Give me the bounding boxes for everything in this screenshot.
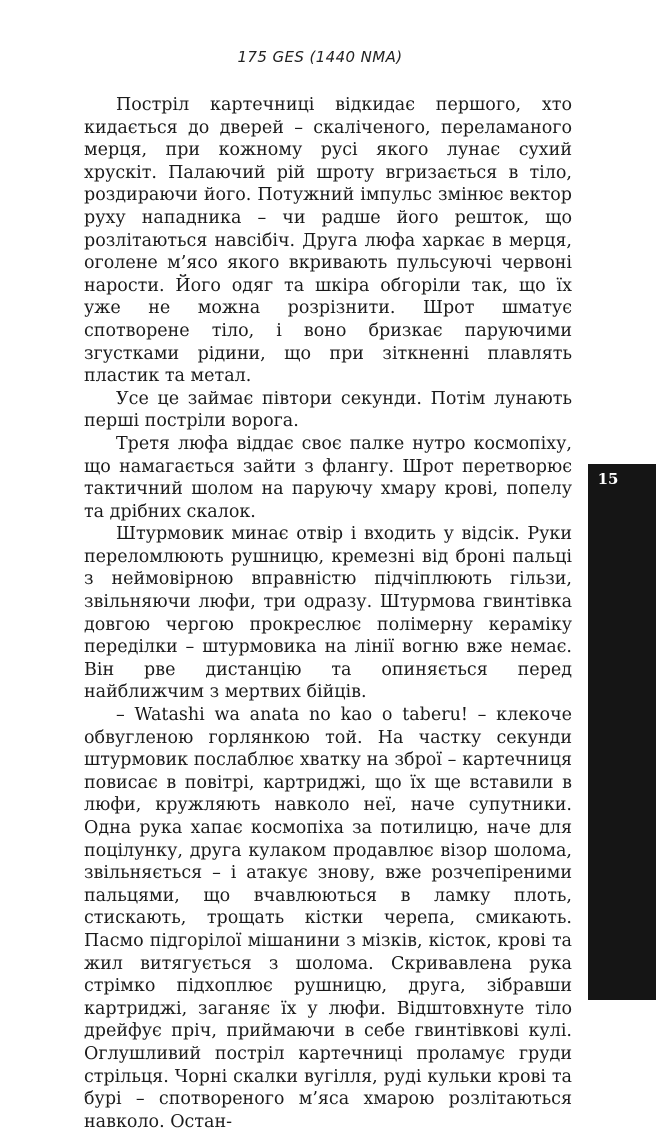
paragraph: Постріл картечниці відкидає першого, хто кидається до дверей – скаліченого, переламаного мерця, при кожному русі якого лунає сухий хрускіт. Палаючий рій шроту вгризається в тіло, роздираючи його. Потужний імпульс змінює вектор руху нападника – чи радше його решток, що розлітаються навсібіч. Друга люфа харкає в мерця, оголене м’ясо якого вкривають пульсуючі червоні нарости. Його одяг та шкіра обгоріли так, що їх уже не можна розрізнити. Шрот шматує спотворене тіло, і воно бризкає паруючими згустками рідини, що при зіткненні плавлять пластик та метал. bbox=[84, 95, 572, 387]
body-text bbox=[84, 94, 572, 1133]
page-number: 15 bbox=[597, 470, 619, 488]
paragraph: Третя люфа віддає своє палке нутро космопіху, що намагається зайти з флангу. Шрот перетворює тактичний шолом на паруючу хмару крові, попелу та дрібних скалок. bbox=[84, 433, 572, 522]
paragraph: Усе це займає півтори секунди. Потім лунають перші постріли ворога. bbox=[84, 388, 572, 432]
paragraph: Штурмовик минає отвір і входить у відсік. Руки переломлюють рушницю, кремезні від броні пальці з неймовірною вправністю підчіплюють гільзи, звільняючи люфи, три одразу. Штурмова гвинтівка довгою чергою прокреслює полімерну кераміку переділки – штурмовика на лінії вогню вже немає. Він рве дистанцію та опиняється перед найближчим з мертвих бійців. bbox=[84, 524, 572, 703]
running-head: 175 GES (1440 NMA) bbox=[237, 48, 403, 66]
paragraph: – Watashi wa anata no kao o taberu! – клекоче обвугленою горлянкою той. На частку секунди штурмовик послаблює хватку на зброї – картечниця повисає в повітрі, картриджі, що їх ще вставили в люфи, кружляють навколо неї, наче супутники. Одна рука хапає космопіха за потилицю, наче для поцілунку, друга кулаком продавлює візор шолома, звільняється – і атакує знову, вже розчепіреними пальцями, що вчавлюються в ламку плоть, стискають, трощать кістки черепа, смикають. Пасмо підгорілої мішанини з мізків, кісток, крові та жил витягується з шолома. Скривавлена рука стрімко підхоплює рушницю, друга, зібравши картриджі, заганяє їх у люфи. Відштовхнуте тіло дрейфує пріч, приймаючи в себе гвинтівкові кулі. Оглушливий постріл картечниці проламує груди стрільця. Чорні скалки вугілля, руді кульки крові та бурі – спотвореного м’яса хмарою розлітаються навколо. Остан- bbox=[84, 705, 572, 1132]
chapter-thumb-tab bbox=[588, 464, 656, 1000]
